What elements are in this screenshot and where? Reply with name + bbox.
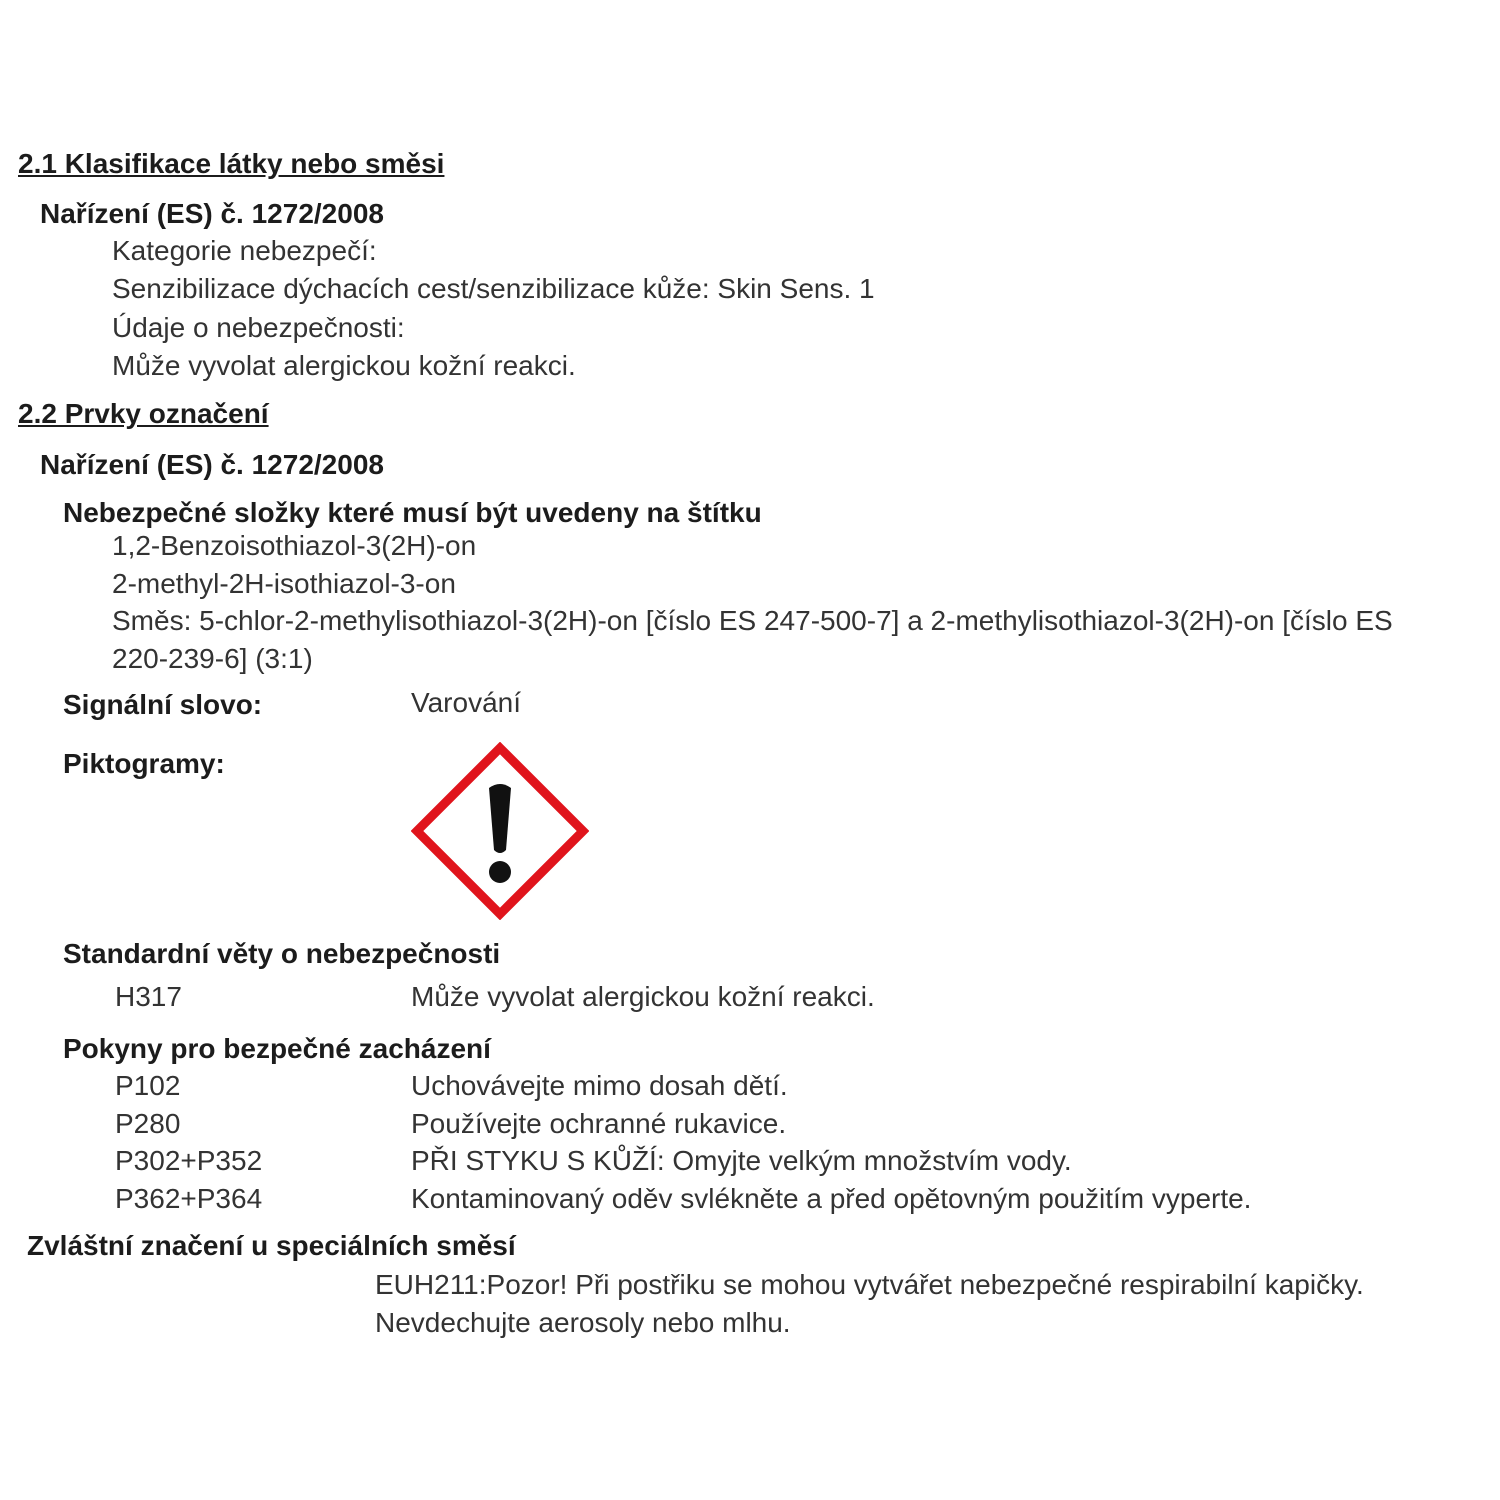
- special-labelling-heading: Zvláštní značení u speciálních směsí: [27, 1230, 516, 1261]
- signal-word-label: Signální slovo:: [63, 689, 263, 720]
- special-labelling-line: EUH211:Pozor! Při postřiku se mohou vytvářet nebezpečné respirabilní kapičky.: [375, 1269, 1364, 1300]
- precaution-text: PŘI STYKU S KŮŽÍ: Omyjte velkým množstvím vody.: [411, 1145, 1072, 1176]
- precaution-code: P302+P352: [115, 1145, 263, 1176]
- precaution-code: P280: [115, 1108, 181, 1139]
- pictograms-label: Piktogramy:: [63, 748, 225, 779]
- section-2-2-heading: 2.2 Prvky označení: [18, 398, 269, 429]
- component-item: 2-methyl-2H-isothiazol-3-on: [112, 568, 456, 599]
- precautionary-heading: Pokyny pro bezpečné zacházení: [63, 1033, 491, 1064]
- regulation-label: Nařízení (ES) č. 1272/2008: [40, 198, 384, 229]
- precaution-code: P102: [115, 1070, 181, 1101]
- special-labelling-line: Nevdechujte aerosoly nebo mlhu.: [375, 1307, 791, 1338]
- regulation-label: Nařízení (ES) č. 1272/2008: [40, 449, 384, 480]
- hazardous-components-heading: Nebezpečné složky které musí být uvedeny na štítku: [63, 497, 762, 528]
- component-item: 1,2-Benzoisothiazol-3(2H)-on: [112, 530, 477, 561]
- signal-word-value: Varování: [411, 687, 521, 718]
- precaution-text: Kontaminovaný oděv svlékněte a před opětovným použitím vyperte.: [411, 1183, 1252, 1214]
- hazard-statements-heading: Standardní věty o nebezpečnosti: [63, 938, 501, 969]
- precaution-code: P362+P364: [115, 1183, 263, 1214]
- hazard-text: Může vyvolat alergickou kožní reakci.: [411, 981, 875, 1012]
- precaution-text: Uchovávejte mimo dosah dětí.: [411, 1070, 788, 1101]
- classification-line: Kategorie nebezpečí:: [112, 235, 377, 266]
- exclamation-mark-hazard-icon: [411, 742, 589, 920]
- classification-line: Může vyvolat alergickou kožní reakci.: [112, 350, 576, 381]
- component-item: 220-239-6] (3:1): [112, 643, 313, 674]
- hazard-code: H317: [115, 981, 182, 1012]
- precaution-text: Používejte ochranné rukavice.: [411, 1108, 787, 1139]
- component-item: Směs: 5-chlor-2-methylisothiazol-3(2H)-on [číslo ES 247-500-7] a 2-methylisothiazol-3(2H)-on [číslo ES: [112, 605, 1393, 636]
- classification-line: Senzibilizace dýchacích cest/senzibilizace kůže: Skin Sens. 1: [112, 273, 875, 304]
- section-2-1-heading: 2.1 Klasifikace látky nebo směsi: [18, 148, 445, 179]
- classification-line: Údaje o nebezpečnosti:: [112, 312, 405, 343]
